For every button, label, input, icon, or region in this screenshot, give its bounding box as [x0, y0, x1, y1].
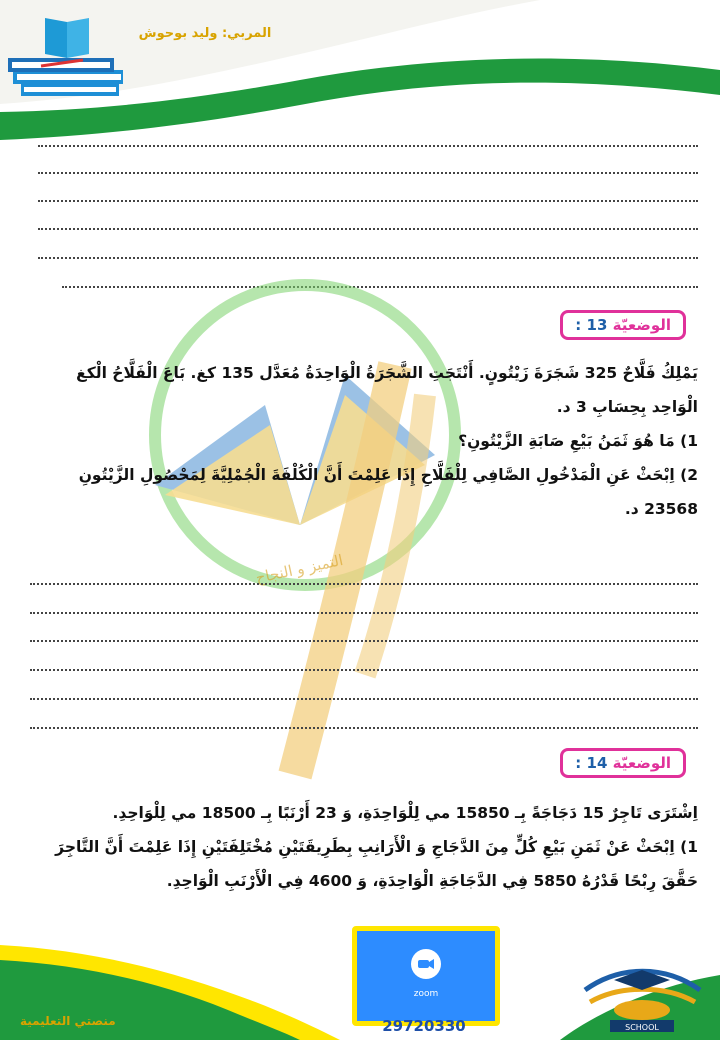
answer-line: [30, 669, 698, 671]
school-logo-label: SCHOOL: [625, 1023, 659, 1032]
books-logo-icon: [5, 8, 130, 100]
badge-label: الوضعيّة: [612, 316, 671, 334]
badge-number: 14: [586, 754, 608, 772]
phone-number: 29720330: [382, 1017, 466, 1035]
answer-line: [30, 727, 698, 729]
answer-line: [38, 228, 698, 230]
badge-label: الوضعيّة: [612, 754, 671, 772]
answer-line: [30, 640, 698, 642]
situation-13-question-1: 1) مَا هُوَ ثَمَنُ بَيْعِ صَابَةِ الزَّيْتُونِ؟: [458, 432, 698, 450]
situation-14-text: اِشْتَرَى تَاجِرٌ 15 دَجَاجَةً بِـ 15850 مي لِلْوَاحِدَةِ، وَ 23 أَرْنَبًا بِـ 18500 مي لِلْوَاحِدِ.: [112, 804, 698, 822]
zoom-badge: [352, 926, 500, 1026]
answer-line: [30, 583, 698, 585]
badge-colon: :: [575, 316, 582, 334]
watermark-logo: [95, 255, 515, 815]
answer-line: [30, 612, 698, 614]
answer-line: [38, 200, 698, 202]
school-logo-icon: [580, 960, 705, 1035]
answer-line: [30, 698, 698, 700]
situation-13-badge: [560, 310, 686, 340]
situation-13-text: يَمْلِكُ فَلَّاحٌ 325 شَجَرَةَ زَيْتُونٍ. أَنْتَجَتِ الشَّجَرَةُ الْوَاحِدَةُ مُعَدَّل 135 كغ. بَاعَ الْفَلَّاحُ الْكغ الْوَاحِد بِحِسَابِ 3 د.: [76, 364, 698, 416]
situation-14-question-1: 1) اِبْحَثْ عَنْ ثَمَنِ بَيْعِ كُلٍّ مِنَ الدَّجَاجِ وَ الْأَرَانِبِ بِطَرِيقَتَيْنِ مُخْتَلِفَتَيْنِ إِذَا عَلِمْتَ أَنَّ التَّاجِرَ حَقَّقَ رِبْحًا قَدْرُهُ 5850 فِي الدَّجَاجَةِ الْوَاحِدَةِ، وَ 4600 فِي الْأَرْنَبِ الْوَاحِدِ.: [55, 838, 698, 890]
watermark-text: التميز و النجاح: [254, 550, 345, 588]
situation-13-question-2: 2) اِبْحَثْ عَنِ الْمَدْخُولِ الصَّافِي لِلْفَلَّاحِ إِذَا عَلِمْتَ أَنَّ الْكُلْفَةَ الْجُمْلِيَّةَ لِمَحْصُولِ الزَّيْتُونِ 23568 د.: [78, 466, 698, 518]
badge-colon: :: [575, 754, 582, 772]
badge-number: 13: [586, 316, 608, 334]
zoom-camera-icon: [411, 949, 441, 979]
answer-line: [38, 172, 698, 174]
platform-name: منصتي التعليمية: [20, 1014, 116, 1028]
teacher-name: المربي: وليد بوحوش: [138, 26, 272, 41]
zoom-label: zoom: [413, 989, 439, 999]
situation-14-badge: [560, 748, 686, 778]
answer-line: [38, 145, 698, 147]
